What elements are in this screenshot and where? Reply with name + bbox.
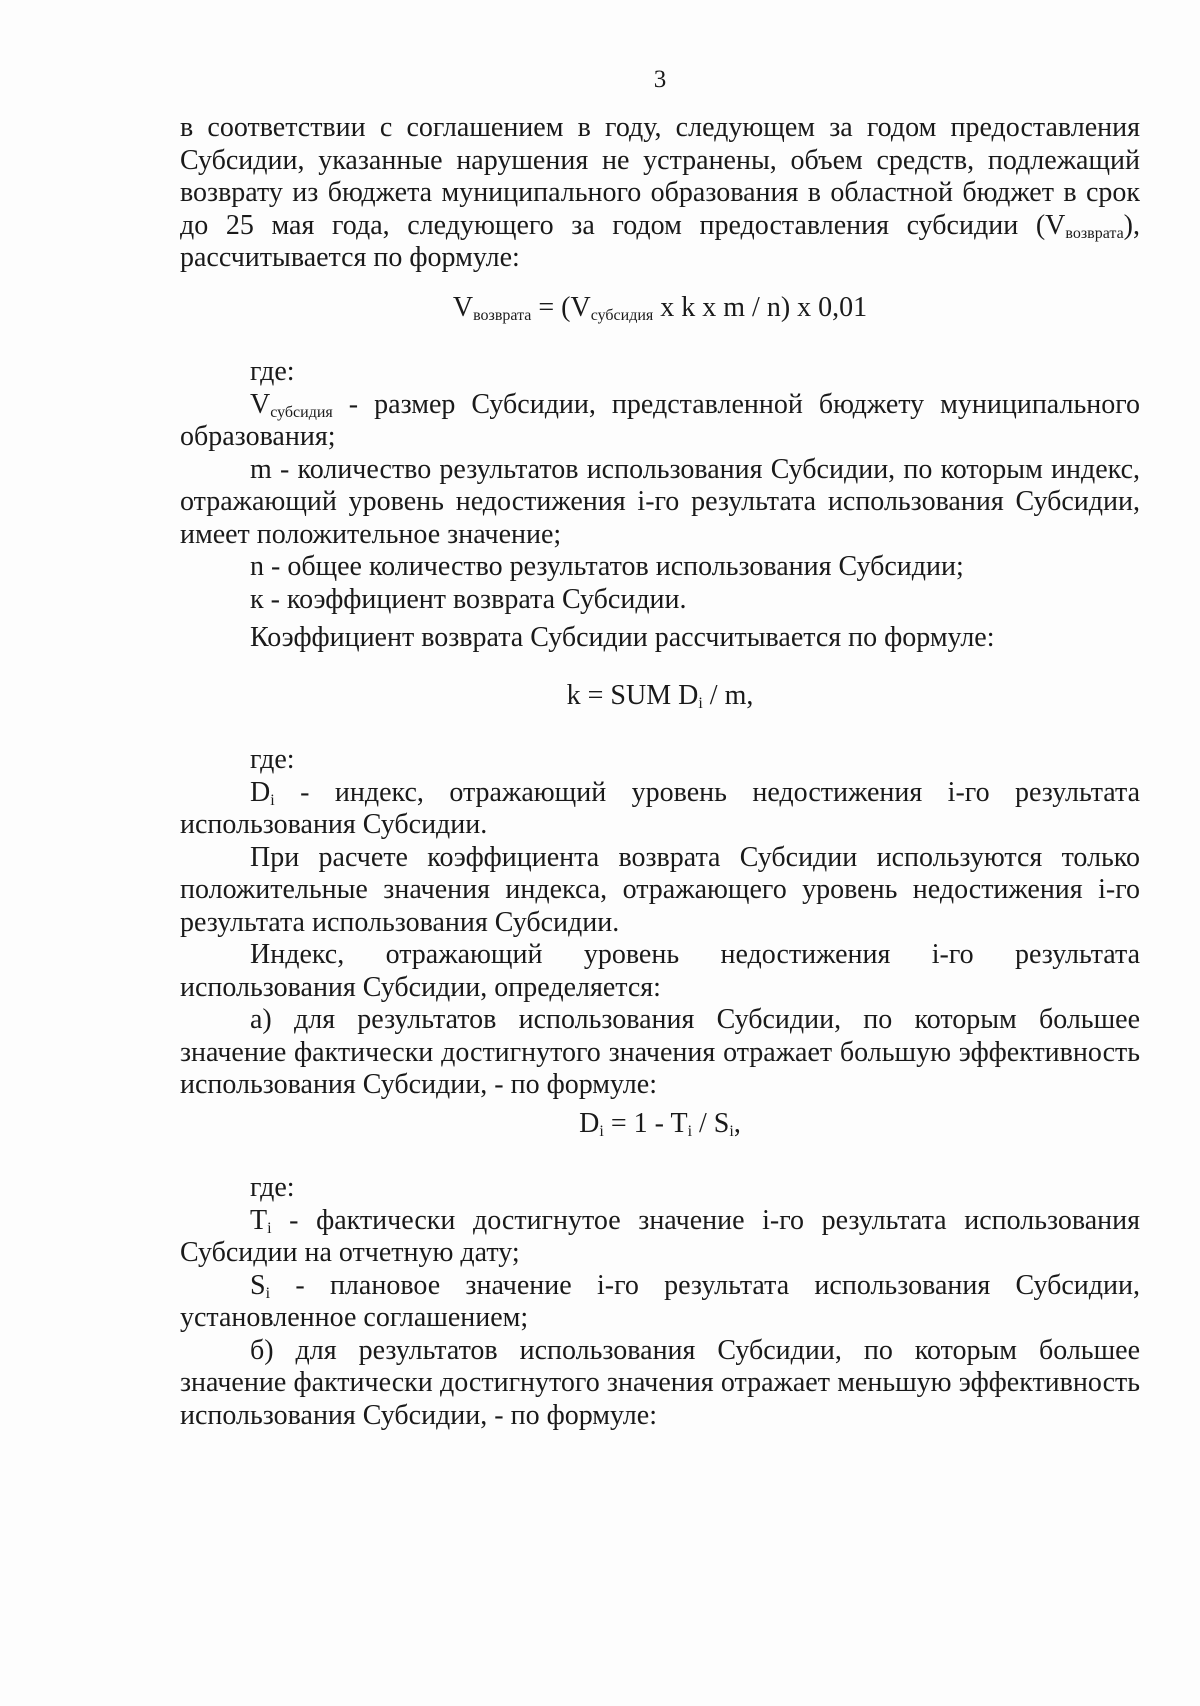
- definitions-block-1: [180, 356, 1140, 616]
- formula-2-post: / m,: [702, 680, 754, 711]
- paragraph-index-determined: Индекс, отражающий уровень недостижения i-го результата использования Субсидии, определяется:: [180, 939, 1140, 1003]
- def-d-text: - индекс, отражающий уровень недостижения i-го результата использования Субсидии.: [180, 776, 1140, 840]
- intro-text-part2: ), рассчитывается по формуле:: [180, 209, 1140, 273]
- def-d: [180, 777, 1140, 842]
- formula-3-t-sub: i: [687, 1123, 693, 1140]
- where-label-2: где:: [250, 744, 295, 775]
- paragraph-case-a: а) для результатов использования Субсидии, по которым большее значение фактически достигнутого значения отражает большую эффективность использования Субсидии, - по формуле:: [180, 1004, 1140, 1100]
- def-k: к - коэффициент возврата Субсидии.: [250, 583, 687, 615]
- def-n: n - общее количество результатов использования Субсидии;: [250, 551, 964, 582]
- intro-subscript: возврата: [1065, 224, 1124, 242]
- intro-paragraph: [180, 112, 1140, 275]
- def-v-subsidy: [180, 389, 1140, 454]
- definitions-block-3: [180, 1172, 1140, 1432]
- def-v-symbol: V: [250, 388, 271, 420]
- formula-index: [180, 1108, 1140, 1141]
- intro-text: [180, 112, 1140, 275]
- formula-1: [180, 292, 1140, 325]
- def-t-symbol: T: [250, 1204, 268, 1236]
- coefficient-intro: [180, 622, 1140, 655]
- definitions-block-2: [180, 744, 1140, 1102]
- formula-3-s-sub: i: [729, 1123, 734, 1140]
- formula-3-d: D: [579, 1108, 600, 1139]
- formula-3-mid: = 1 - T: [603, 1108, 688, 1139]
- formula-2-sub: i: [698, 695, 703, 712]
- def-t-text: - фактически достигнутое значение i-го результата использования Субсидии на отчетную дату;: [180, 1204, 1140, 1268]
- where-label-3: где:: [250, 1172, 295, 1203]
- formula-3-mid2: / S: [692, 1108, 730, 1139]
- formula-coefficient: [180, 680, 1140, 713]
- def-v-text: - размер Субсидии, представленной бюджету муниципального образования;: [180, 388, 1140, 452]
- page-number: 3: [653, 66, 667, 93]
- formula-return-volume: [180, 292, 1140, 325]
- def-t-sub: i: [267, 1219, 272, 1237]
- formula-3-d-sub: i: [599, 1123, 604, 1140]
- where-label-1: где:: [250, 356, 295, 387]
- formula-1-v-sub: возврата: [473, 307, 532, 324]
- def-v-sub: субсидия: [270, 403, 333, 421]
- formula-3-post: ,: [733, 1108, 741, 1139]
- formula-1-mid: = (V: [531, 292, 591, 323]
- def-s-symbol: S: [250, 1269, 266, 1301]
- formula-1-v: V: [452, 292, 474, 323]
- formula-1-rest: x k x m / n) x 0,01: [653, 292, 868, 323]
- paragraph-case-b: б) для результатов использования Субсидии, по которым большее значение фактически достигнутого значения отражает меньшую эффективность использования Субсидии, - по формуле:: [180, 1334, 1140, 1431]
- coef-intro-text: Коэффициент возврата Субсидии рассчитывается по формуле:: [250, 622, 995, 653]
- def-t: [180, 1205, 1140, 1270]
- paragraph-positive-values: При расчете коэффициента возврата Субсидии используются только положительные значения индекса, отражающего уровень недостижения i-го результата использования Субсидии.: [180, 841, 1140, 938]
- intro-text-part1: в соответствии с соглашением в году, следующем за годом предоставления Субсидии, указанные нарушения не устранены, объем средств, подлежащий возврату из бюджета муниципального образования в областной бюджет в срок до 25 мая года, следующего за годом предоставления субсидии (V: [180, 112, 1140, 241]
- def-m: m - количество результатов использования Субсидии, по которым индекс, отражающий уровень недостижения i-го результата использования Субсидии, имеет положительное значение;: [180, 453, 1140, 550]
- formula-3: [180, 1108, 1140, 1141]
- def-d-symbol: D: [250, 776, 271, 808]
- formula-2: [180, 680, 1140, 713]
- formula-1-s-sub: субсидия: [590, 307, 654, 324]
- def-s-sub: i: [265, 1284, 271, 1302]
- def-s: [180, 1270, 1140, 1335]
- def-s-text: - плановое значение i-го результата использования Субсидии, установленное соглашением;: [180, 1269, 1140, 1333]
- def-d-sub: i: [270, 791, 275, 809]
- formula-2-pre: k = SUM D: [566, 680, 699, 711]
